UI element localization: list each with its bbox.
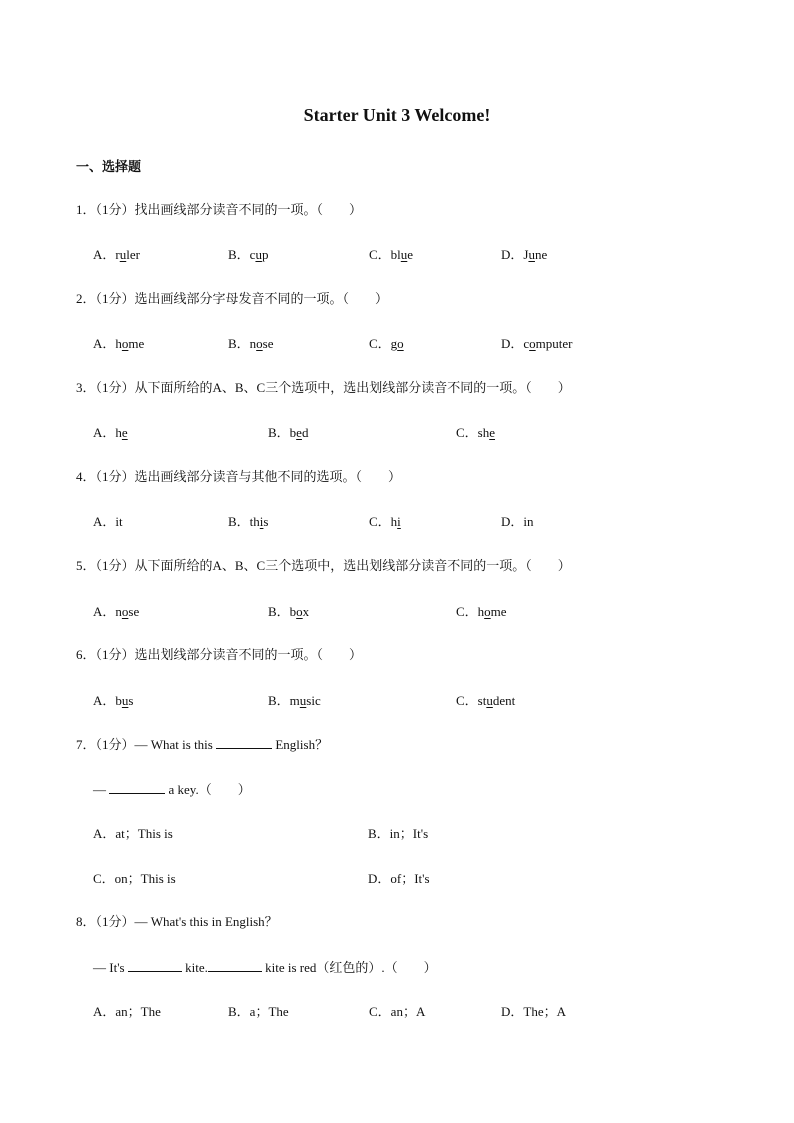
- option-letter: A．: [93, 514, 116, 529]
- option-text-pre: b: [289, 604, 297, 619]
- question-7-stem: [76, 736, 328, 753]
- q4-option-b: [228, 514, 268, 530]
- option-text-post: ler: [126, 247, 140, 262]
- q2-option-d: [501, 336, 573, 352]
- option-text-marked: i: [115, 514, 120, 529]
- option-text-pre: h: [477, 604, 485, 619]
- q8-option-d: D．The；A: [501, 1004, 566, 1019]
- option-text-pre: n: [115, 604, 122, 619]
- option-text-post: sic: [306, 693, 321, 708]
- underlined-letters: o: [121, 604, 129, 619]
- option-letter: D．: [501, 336, 524, 351]
- page-title: Starter Unit 3 Welcome!: [303, 105, 491, 125]
- q7-option-c: C．on；This is: [93, 871, 176, 886]
- option-letter: A．: [93, 693, 116, 708]
- option-letter: C．: [369, 514, 391, 529]
- option-text-post: s: [128, 693, 134, 708]
- option-letter: D．: [501, 514, 524, 529]
- option-letter: D．: [501, 247, 524, 262]
- option-letter: B．: [228, 247, 250, 262]
- underlined-letters: u: [400, 247, 408, 262]
- dialog-text: — It's: [93, 960, 128, 975]
- underlined-letters: i: [259, 514, 264, 529]
- q8-option-b: B．a；The: [228, 1004, 289, 1019]
- dialog-text: kite.: [181, 960, 208, 975]
- q3-option-b: [268, 425, 308, 441]
- q1-option-b: [228, 247, 268, 263]
- option-text-pre: h: [115, 425, 122, 440]
- q6-option-b: [268, 693, 321, 709]
- option-text-pre: b: [115, 693, 122, 708]
- dialog-text: a key.（ ）: [165, 782, 251, 797]
- option-letter: C．: [369, 247, 391, 262]
- option-text-pre: st: [477, 693, 487, 708]
- option-text-post: e: [407, 247, 414, 262]
- stem-text: 7．（1分）— What is this: [76, 737, 217, 752]
- question-6-stem: 6．（1分）选出划线部分读音不同的一项。（ ）: [76, 647, 363, 662]
- option-text-post: dent: [492, 693, 516, 708]
- underlined-letters: o: [484, 604, 491, 619]
- q2-option-c: [369, 336, 404, 352]
- option-letter: C．: [456, 604, 478, 619]
- option-text-pre: bl: [390, 247, 401, 262]
- q4-option-c: [369, 514, 401, 530]
- underlined-letters: u: [255, 247, 262, 262]
- question-5-stem: 5．（1分）从下面所给的A、B、C三个选项中，选出划线部分读音不同的一项。（ ）: [76, 558, 571, 573]
- q3-option-a: [93, 425, 128, 441]
- question-1-stem: 1．（1分）找出画线部分读音不同的一项。（ ）: [76, 202, 363, 217]
- option-letter: B．: [228, 514, 250, 529]
- q7-option-b: B．in；It's: [368, 826, 429, 841]
- option-letter: A．: [93, 247, 116, 262]
- q6-option-c: [456, 693, 515, 709]
- option-text-post: ne: [534, 247, 548, 262]
- option-text-post: se: [128, 604, 140, 619]
- stem-text: English？: [272, 737, 329, 752]
- question-8-line2: [93, 959, 437, 976]
- option-text-pre: sh: [477, 425, 490, 440]
- option-letter: B．: [228, 336, 250, 351]
- option-letter: C．: [456, 693, 478, 708]
- underlined-letters: o: [397, 336, 404, 351]
- option-text-pre: h: [115, 336, 122, 351]
- q7-option-d: D．of；It's: [368, 871, 430, 886]
- q4-option-d: [501, 514, 534, 530]
- option-text-pre: r: [115, 247, 120, 262]
- option-letter: C．: [369, 336, 391, 351]
- option-text-post: s: [263, 514, 269, 529]
- underlined-letters: o: [296, 604, 303, 619]
- option-letter: A．: [93, 604, 116, 619]
- option-text-post: p: [261, 247, 269, 262]
- question-3-stem: 3．（1分）从下面所给的A、B、C三个选项中，选出划线部分读音不同的一项。（ ）: [76, 380, 571, 395]
- question-2-stem: 2．（1分）选出画线部分字母发音不同的一项。（ ）: [76, 291, 389, 306]
- answer-blank: [128, 959, 182, 972]
- underlined-letters: e: [296, 425, 302, 440]
- option-text-pre: n: [249, 336, 257, 351]
- q1-option-c: [369, 247, 413, 263]
- underlined-letters: e: [489, 425, 496, 440]
- question-8-stem: 8．（1分）— What's this in English？: [76, 914, 278, 929]
- question-4-stem: 4．（1分）选出画线部分读音与其他不同的选项。（ ）: [76, 469, 402, 484]
- option-text-pre: h: [390, 514, 398, 529]
- option-letter: B．: [268, 693, 290, 708]
- option-letter: A．: [93, 425, 116, 440]
- section-heading: 一、选择题: [76, 159, 142, 174]
- q2-option-a: [93, 336, 144, 352]
- answer-blank: [109, 781, 165, 794]
- q4-option-a: [93, 514, 123, 530]
- dialog-text: —: [93, 782, 110, 797]
- option-letter: B．: [268, 425, 290, 440]
- option-text-pre: th: [249, 514, 260, 529]
- option-text-post: me: [128, 336, 145, 351]
- underlined-letters: o: [529, 336, 536, 351]
- underlined-letters: o: [256, 336, 263, 351]
- q3-option-c: [456, 425, 495, 441]
- option-text-pre: g: [390, 336, 398, 351]
- underlined-letters: o: [121, 336, 129, 351]
- dialog-text: kite is red（红色的）.（ ）: [261, 960, 437, 975]
- q6-option-a: [93, 693, 133, 709]
- q2-option-b: [228, 336, 274, 352]
- underlined-letters: u: [119, 247, 127, 262]
- underlined-letters: e: [121, 425, 128, 440]
- option-text-pre: c: [249, 247, 256, 262]
- q1-option-d: [501, 247, 547, 263]
- option-letter: C．: [456, 425, 478, 440]
- answer-blank: [208, 959, 262, 972]
- underlined-letters: u: [486, 693, 493, 708]
- option-letter: B．: [268, 604, 290, 619]
- option-text-post: x: [302, 604, 310, 619]
- option-text-post: me: [490, 604, 507, 619]
- option-text-pre: c: [523, 336, 530, 351]
- option-text-post: t: [119, 514, 123, 529]
- q8-option-a: A．an；The: [93, 1004, 161, 1019]
- option-text-post: mputer: [535, 336, 573, 351]
- underlined-letters: u: [299, 693, 307, 708]
- option-text-pre: m: [289, 693, 300, 708]
- option-letter: A．: [93, 336, 116, 351]
- option-text-post: n: [527, 514, 534, 529]
- option-text-pre: b: [289, 425, 297, 440]
- q5-option-b: [268, 604, 309, 620]
- question-7-line2: [93, 781, 251, 798]
- answer-blank: [216, 736, 272, 749]
- q1-option-a: [93, 247, 140, 263]
- underlined-letters: u: [121, 693, 129, 708]
- option-text-pre: J: [523, 247, 529, 262]
- q5-option-a: [93, 604, 139, 620]
- underlined-letters: u: [528, 247, 535, 262]
- q5-option-c: [456, 604, 507, 620]
- option-text-marked: i: [523, 514, 528, 529]
- underlined-letters: i: [397, 514, 401, 529]
- q8-option-c: C．an；A: [369, 1004, 426, 1019]
- option-text-post: d: [301, 425, 309, 440]
- option-text-post: se: [262, 336, 274, 351]
- q7-option-a: A．at；This is: [93, 826, 173, 841]
